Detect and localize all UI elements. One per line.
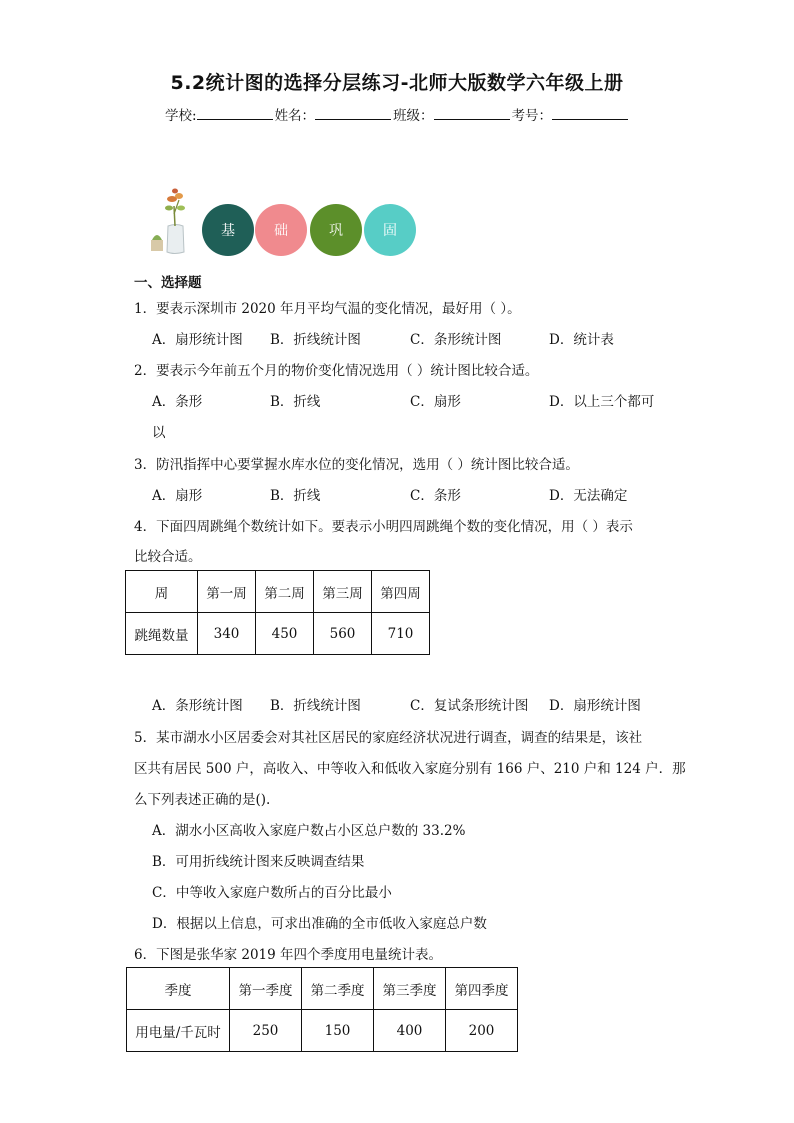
q1-stem: 1．要表示深圳市 2020 年月平均气温的变化情况，最好用（ ）。 (134, 301, 521, 317)
q2-option-d-continued: 以 (152, 425, 166, 441)
class-label: 班级： (393, 108, 434, 124)
plant-vase-icon (148, 186, 196, 256)
table-header-cell: 第二周 (256, 571, 314, 613)
q4-option-c[interactable]: C．复试条形统计图 (410, 698, 529, 714)
table-cell: 400 (374, 1010, 446, 1052)
q1-option-b[interactable]: B．折线统计图 (270, 332, 361, 348)
banner-circle-3: 巩 (310, 204, 362, 256)
q1-option-a[interactable]: A．扇形统计图 (152, 332, 243, 348)
table-cell: 用电量/千瓦时 (127, 1010, 230, 1052)
q2-option-b[interactable]: B．折线 (270, 394, 321, 410)
q3-stem: 3．防汛指挥中心要掌握水库水位的变化情况，选用（ ）统计图比较合适。 (134, 457, 579, 473)
table-cell: 710 (372, 613, 430, 655)
q1-option-c[interactable]: C．条形统计图 (410, 332, 502, 348)
table-cell: 150 (302, 1010, 374, 1052)
q3-option-b[interactable]: B．折线 (270, 488, 321, 504)
q3-option-c[interactable]: C．条形 (410, 488, 461, 504)
table-header-cell: 第二季度 (302, 968, 374, 1010)
name-label: 姓名： (274, 108, 316, 124)
student-info-row (165, 104, 630, 124)
q2-option-a[interactable]: A．条形 (152, 394, 203, 410)
table-header-cell: 第三周 (314, 571, 372, 613)
table-header-cell: 第四周 (372, 571, 430, 613)
table-cell: 560 (314, 613, 372, 655)
jump-rope-table (125, 570, 430, 655)
banner-circle-4: 固 (364, 204, 416, 256)
table-row (127, 1010, 518, 1052)
q1-option-d[interactable]: D．统计表 (549, 332, 614, 348)
q5-stem-line-2: 区共有居民 500 户，高收入、中等收入和低收入家庭分别有 166 户、210 户和 124 户．那 (134, 761, 686, 777)
table-header-cell: 第一季度 (230, 968, 302, 1010)
table-header-row (126, 571, 430, 613)
q2-option-c[interactable]: C．扇形 (410, 394, 461, 410)
q5-stem-line-3: 么下列表述正确的是(). (134, 792, 271, 808)
table-header-cell: 第三季度 (374, 968, 446, 1010)
table-cell: 跳绳数量 (126, 613, 198, 655)
table-header-row (127, 968, 518, 1010)
q5-option-c[interactable]: C．中等收入家庭户数所占的百分比最小 (152, 885, 392, 901)
q5-option-a[interactable]: A．湖水小区高收入家庭户数占小区总户数的 33.2% (152, 823, 466, 839)
q5-stem-line-1: 5．某市湖水小区居委会对其社区居民的家庭经济状况进行调查，调查的结果是，该社 (134, 730, 643, 746)
q2-stem: 2．要表示今年前五个月的物价变化情况选用（ ）统计图比较合适。 (134, 363, 539, 379)
electricity-table (126, 967, 518, 1052)
q2-option-d[interactable]: D．以上三个都可 (549, 394, 655, 410)
table-header-cell: 第一周 (198, 571, 256, 613)
q5-option-d[interactable]: D．根据以上信息，可求出准确的全市低收入家庭总户数 (152, 916, 487, 932)
q4-stem-line-2: 比较合适。 (134, 549, 202, 565)
section-heading: 一、选择题 (134, 275, 202, 291)
table-cell: 450 (256, 613, 314, 655)
q5-option-b[interactable]: B．可用折线统计图来反映调查结果 (152, 854, 365, 870)
table-row (126, 613, 430, 655)
name-blank[interactable] (315, 105, 391, 120)
banner-circle-1: 基 (202, 204, 254, 256)
q3-option-a[interactable]: A．扇形 (152, 488, 203, 504)
table-cell: 200 (446, 1010, 518, 1052)
school-blank[interactable] (197, 105, 273, 120)
section-banner (148, 186, 428, 256)
table-header-cell: 季度 (127, 968, 230, 1010)
q4-stem-line-1: 4．下面四周跳绳个数统计如下。要表示小明四周跳绳个数的变化情况，用（ ）表示 (134, 519, 633, 535)
exam-number-label: 考号： (511, 108, 553, 124)
table-header-cell: 第四季度 (446, 968, 518, 1010)
q4-option-a[interactable]: A．条形统计图 (152, 698, 243, 714)
table-cell: 340 (198, 613, 256, 655)
table-header-cell: 周 (126, 571, 198, 613)
q6-stem: 6．下图是张华家 2019 年四个季度用电量统计表。 (134, 947, 443, 963)
q3-option-d[interactable]: D．无法确定 (549, 488, 628, 504)
exam-number-blank[interactable] (552, 105, 628, 120)
class-blank[interactable] (434, 105, 510, 120)
school-label: 学校: (165, 108, 197, 124)
q4-option-b[interactable]: B．折线统计图 (270, 698, 361, 714)
table-cell: 250 (230, 1010, 302, 1052)
banner-circle-2: 础 (255, 204, 307, 256)
q4-option-d[interactable]: D．扇形统计图 (549, 698, 641, 714)
page-title: 5.2统计图的选择分层练习-北师大版数学六年级上册 (170, 72, 624, 94)
